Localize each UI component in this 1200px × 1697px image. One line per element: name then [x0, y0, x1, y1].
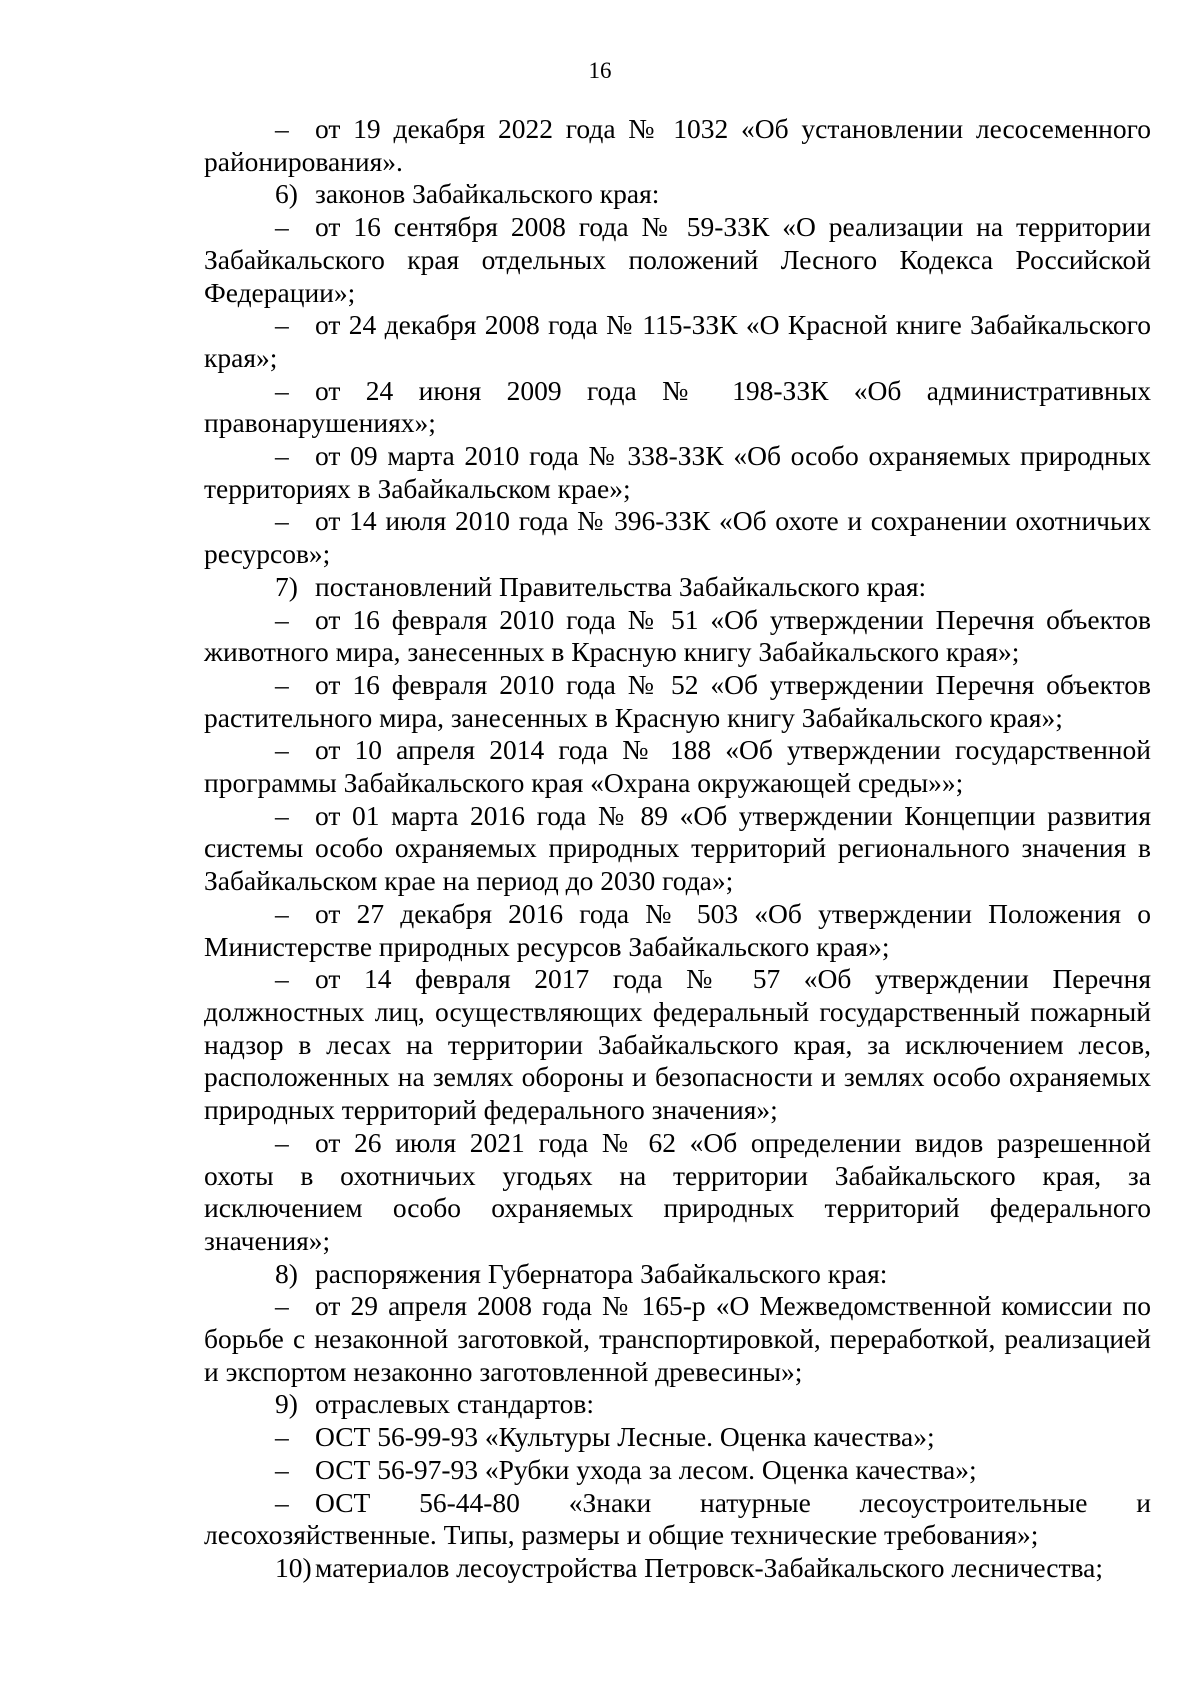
- list-item: [204, 571, 1151, 604]
- list-marker: 8): [275, 1257, 298, 1289]
- list-marker: –: [275, 211, 289, 243]
- list-marker: –: [275, 374, 289, 406]
- list-item: [204, 604, 1151, 669]
- list-item: [204, 505, 1151, 570]
- list-item: [204, 1454, 1151, 1487]
- list-item-text: постановлений Правительства Забайкальского края:: [315, 570, 927, 602]
- list-marker: 10): [275, 1551, 312, 1583]
- list-item: [204, 669, 1151, 734]
- list-item: [204, 1552, 1151, 1585]
- list-marker: –: [275, 1290, 289, 1322]
- list-item-text: от 16 февраля 2010 года № 51 «Об утверждении Перечня объектов животного мира, занесенных в Красную книгу Забайкальского края»;: [204, 603, 1151, 668]
- list-marker: –: [275, 1421, 289, 1453]
- list-item-text: ОСТ 56-44-80 «Знаки натурные лесоустроительные и лесохозяйственные. Типы, размеры и общие технические требования»;: [204, 1486, 1151, 1551]
- list-marker: –: [275, 799, 289, 831]
- list-item: [204, 1290, 1151, 1388]
- list-item-text: от 16 сентября 2008 года № 59-ЗЗК «О реализации на территории Забайкальского края отдельных положений Лесного Кодекса Российской Федерации»;: [204, 211, 1151, 308]
- list-item: [204, 1388, 1151, 1421]
- list-marker: –: [275, 440, 289, 472]
- list-item: [204, 898, 1151, 963]
- list-item: [204, 1258, 1151, 1291]
- list-item: [204, 1421, 1151, 1454]
- list-item-text: законов Забайкальского края:: [315, 178, 660, 210]
- list-marker: –: [275, 668, 289, 700]
- list-item-text: от 27 декабря 2016 года № 503 «Об утверждении Положения о Министерстве природных ресурсов Забайкальского края»;: [204, 897, 1151, 962]
- list-item-text: от 24 декабря 2008 года № 115-ЗЗК «О Красной книге Забайкальского края»;: [204, 309, 1151, 373]
- list-marker: –: [275, 734, 289, 766]
- list-marker: –: [275, 897, 289, 929]
- list-item-text: материалов лесоустройства Петровск-Забайкальского лесничества;: [315, 1551, 1103, 1583]
- list-item: [204, 1127, 1151, 1258]
- list-item-text: от 01 марта 2016 года № 89 «Об утверждении Концепции развития системы особо охраняемых природных территорий регионального значения в Забайкальском крае на период до 2030 года»;: [204, 799, 1151, 897]
- list-item-text: от 14 февраля 2017 года № 57 «Об утверждении Перечня должностных лиц, осуществляющих федеральный государственный пожарный надзор в лесах на территории Забайкальского края, за исключением лесов, расположенных на землях обороны и безопасности и землях особо охраняемых природных территорий федерального значения»;: [204, 963, 1151, 1126]
- list-marker: 7): [275, 570, 298, 602]
- document-body: [204, 113, 1151, 1585]
- list-marker: –: [275, 963, 289, 995]
- page-number: 16: [588, 58, 612, 83]
- list-item: [204, 963, 1151, 1127]
- list-item-text: от 16 февраля 2010 года № 52 «Об утверждении Перечня объектов растительного мира, занесенных в Красную книгу Забайкальского края»;: [204, 668, 1151, 733]
- list-item-text: распоряжения Губернатора Забайкальского края:: [315, 1257, 888, 1289]
- list-marker: 9): [275, 1388, 298, 1420]
- list-item-text: от 19 декабря 2022 года № 1032 «Об установлении лесосеменного районирования».: [204, 113, 1151, 177]
- list-item: [204, 440, 1151, 505]
- list-item: [204, 113, 1151, 178]
- list-marker: –: [275, 603, 289, 635]
- list-marker: –: [275, 1453, 289, 1485]
- list-marker: –: [275, 1486, 289, 1518]
- list-item: [204, 309, 1151, 374]
- list-item-text: от 14 июля 2010 года № 396-ЗЗК «Об охоте и сохранении охотничьих ресурсов»;: [204, 505, 1151, 570]
- list-item: [204, 734, 1151, 799]
- list-item: [204, 211, 1151, 309]
- list-item: [204, 800, 1151, 898]
- list-item-text: от 29 апреля 2008 года № 165-р «О Межведомственной комиссии по борьбе с незаконной заготовкой, транспортировкой, переработкой, реализацией и экспортом незаконно заготовленной древесины»;: [204, 1290, 1151, 1387]
- list-item-text: отраслевых стандартов:: [315, 1388, 595, 1420]
- list-marker: –: [275, 1126, 289, 1158]
- list-item-text: ОСТ 56-97-93 «Рубки ухода за лесом. Оценка качества»;: [315, 1453, 977, 1485]
- list-item-text: от 09 марта 2010 года № 338-ЗЗК «Об особо охраняемых природных территориях в Забайкальском крае»;: [204, 440, 1151, 504]
- list-marker: 6): [275, 178, 298, 210]
- list-item-text: от 24 июня 2009 года № 198-ЗЗК «Об административных правонарушениях»;: [204, 374, 1151, 439]
- list-item-text: ОСТ 56-99-93 «Культуры Лесные. Оценка качества»;: [315, 1421, 935, 1453]
- list-item-text: от 10 апреля 2014 года № 188 «Об утверждении государственной программы Забайкальского края «Охрана окружающей среды»»;: [204, 734, 1151, 799]
- list-item: [204, 178, 1151, 211]
- list-item: [204, 1487, 1151, 1552]
- list-marker: –: [275, 505, 289, 537]
- list-item: [204, 375, 1151, 440]
- list-item-text: от 26 июля 2021 года № 62 «Об определении видов разрешенной охоты в охотничьих угодьях на территории Забайкальского края, за исключением особо охраняемых природных территорий федерального значения»;: [204, 1126, 1151, 1256]
- list-marker: –: [275, 309, 289, 341]
- list-marker: –: [275, 113, 289, 144]
